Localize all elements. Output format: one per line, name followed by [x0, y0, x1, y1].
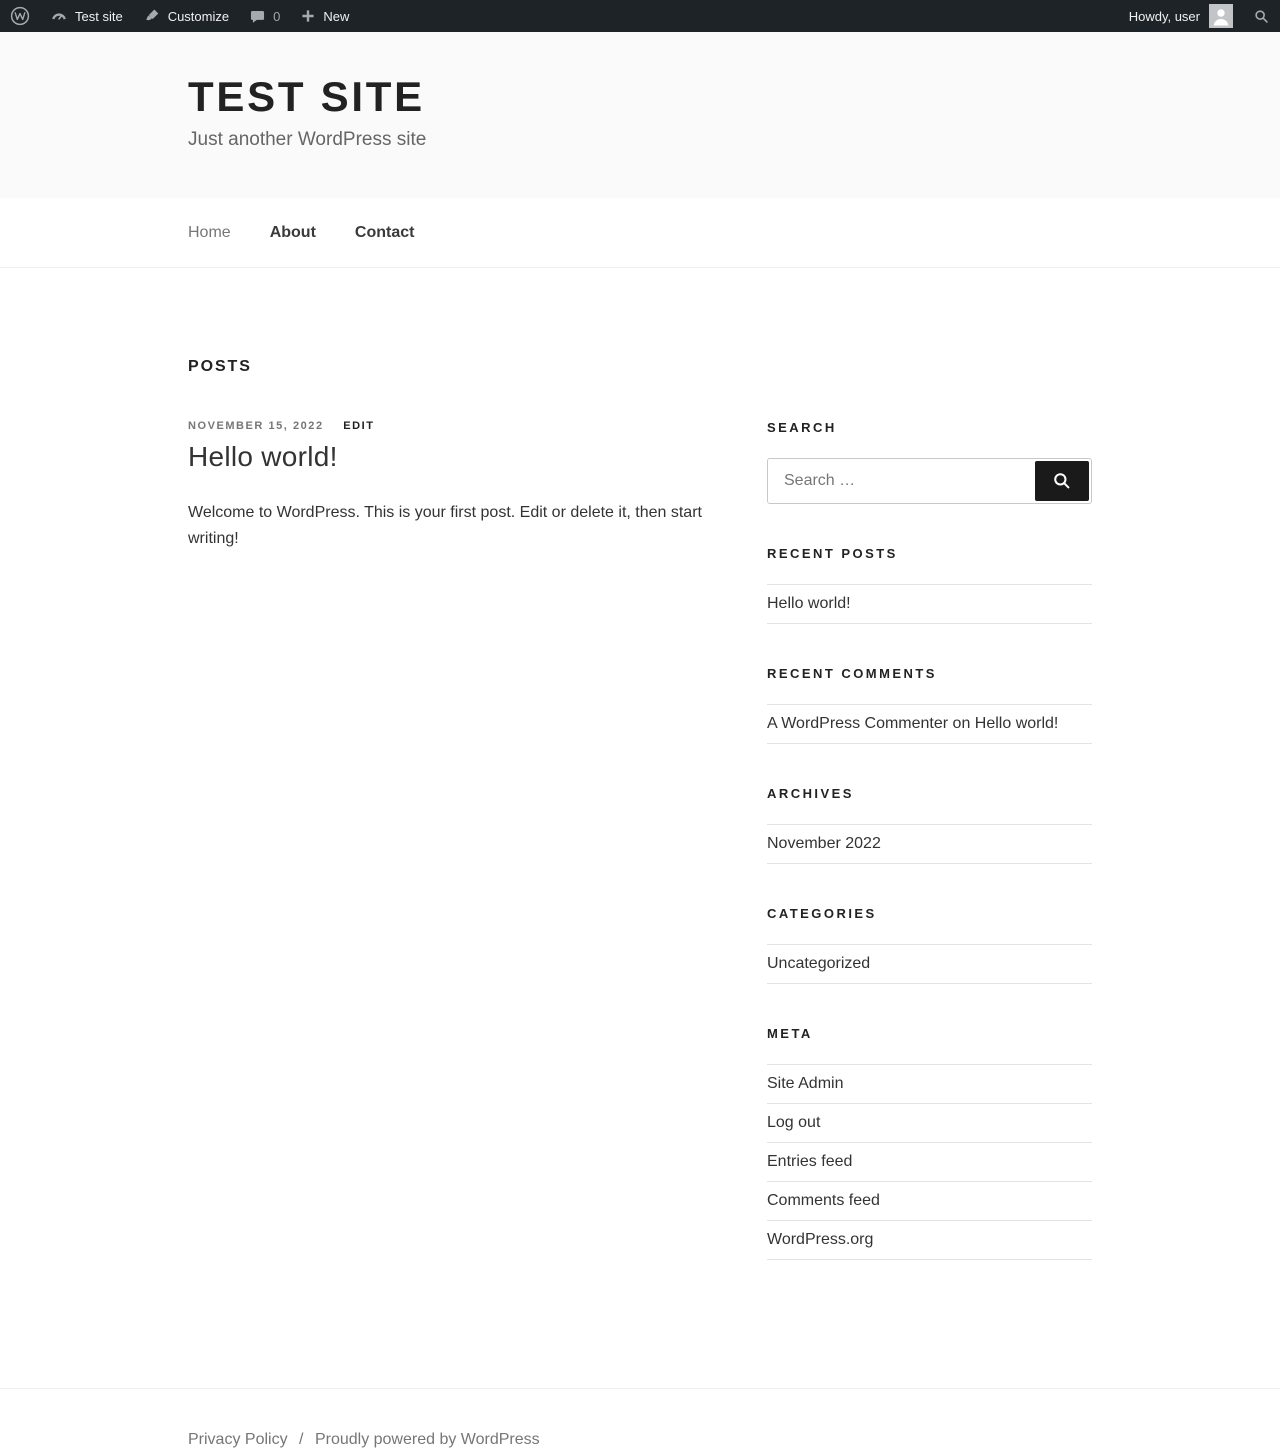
content-area: [188, 268, 1092, 1388]
recent-post-link[interactable]: Hello world!: [767, 595, 851, 612]
comment-author-link[interactable]: A WordPress Commenter: [767, 715, 949, 732]
wordpress-logo-menu[interactable]: [0, 0, 40, 32]
adminbar-customize-label: Customize: [167, 8, 230, 24]
adminbar-my-account[interactable]: [1119, 0, 1243, 32]
recent-comments-title: RECENT COMMENTS: [767, 666, 937, 681]
comment-post-link[interactable]: Hello world!: [974, 715, 1059, 732]
nav-item-contact[interactable]: Contact: [354, 223, 415, 241]
adminbar-new-label: New: [323, 8, 350, 24]
entry-meta: [188, 420, 722, 432]
admin-bar-left: [0, 0, 359, 32]
list-item: [767, 585, 1092, 624]
archive-link[interactable]: November 2022: [767, 835, 881, 852]
wordpress-logo-icon: [10, 6, 30, 26]
search-form: [767, 458, 1092, 504]
meta-title: META: [767, 1026, 813, 1041]
plus-icon: [300, 8, 316, 24]
main-navigation: [0, 198, 1280, 268]
comment-connector: on: [948, 715, 975, 732]
recent-comments-widget: [767, 666, 1092, 744]
meta-wordpress-org-link[interactable]: WordPress.org: [767, 1231, 874, 1248]
adminbar-comments[interactable]: [239, 0, 290, 32]
categories-widget: [767, 906, 1092, 984]
search-magnifier-icon: [1051, 470, 1073, 492]
list-item: [767, 1065, 1092, 1104]
privacy-policy-link[interactable]: Privacy Policy: [188, 1431, 288, 1448]
meta-comments-feed-link[interactable]: Comments feed: [767, 1192, 880, 1209]
meta-site-admin-link[interactable]: Site Admin: [767, 1075, 844, 1092]
list-item: [767, 1221, 1092, 1260]
post-title-text: Hello world!: [188, 441, 338, 472]
adminbar-site-name[interactable]: [40, 0, 133, 32]
adminbar-comment-count: 0: [273, 8, 281, 24]
dashboard-gauge-icon: [50, 7, 68, 25]
search-widget: [767, 420, 1092, 504]
footer-separator: /: [299, 1431, 304, 1448]
meta-widget: [767, 1026, 1092, 1260]
archives-widget: [767, 786, 1092, 864]
posts-column: [188, 420, 722, 1302]
list-item: [767, 1104, 1092, 1143]
post-article: [188, 420, 722, 553]
search-submit-button[interactable]: [1035, 461, 1089, 501]
list-item: [767, 1143, 1092, 1182]
list-item: [767, 1182, 1092, 1221]
admin-bar-right: [1119, 0, 1280, 32]
powered-by-link[interactable]: Proudly powered by WordPress: [314, 1431, 540, 1448]
site-tagline: Just another WordPress site: [188, 129, 427, 150]
recent-posts-title: RECENT POSTS: [767, 546, 898, 561]
site-footer: [0, 1388, 1280, 1449]
site-title[interactable]: TEST SITE: [188, 73, 425, 120]
nav-item-home[interactable]: Home: [188, 223, 231, 241]
brush-icon: [143, 7, 161, 25]
comment-bubble-icon: [249, 8, 266, 25]
list-item: [767, 825, 1092, 864]
adminbar-new[interactable]: [290, 0, 359, 32]
search-widget-title: SEARCH: [767, 420, 837, 435]
search-icon: [1253, 8, 1270, 25]
meta-log-out-link[interactable]: Log out: [767, 1114, 821, 1131]
archives-title: ARCHIVES: [767, 786, 854, 801]
site-header: [0, 32, 1280, 198]
adminbar-howdy-label: Howdy, user: [1128, 8, 1200, 24]
category-link[interactable]: Uncategorized: [767, 955, 871, 972]
list-item: [767, 945, 1092, 984]
adminbar-search[interactable]: [1243, 0, 1280, 32]
nav-item-about[interactable]: About: [269, 223, 316, 241]
admin-bar: [0, 0, 1280, 32]
adminbar-customize[interactable]: [133, 0, 239, 32]
user-avatar[interactable]: [1209, 4, 1233, 28]
list-item: [767, 705, 1092, 744]
post-title-link[interactable]: [188, 441, 722, 473]
post-edit-link[interactable]: EDIT: [343, 420, 375, 432]
adminbar-site-name-label: Test site: [75, 8, 123, 24]
post-date-link[interactable]: NOVEMBER 15, 2022: [188, 420, 324, 432]
meta-entries-feed-link[interactable]: Entries feed: [767, 1153, 853, 1170]
recent-posts-widget: [767, 546, 1092, 624]
post-body: Welcome to WordPress. This is your first post. Edit or delete it, then start writing!: [188, 504, 702, 548]
categories-title: CATEGORIES: [767, 906, 877, 921]
sidebar: [767, 420, 1092, 1302]
page-title: POSTS: [188, 358, 252, 375]
